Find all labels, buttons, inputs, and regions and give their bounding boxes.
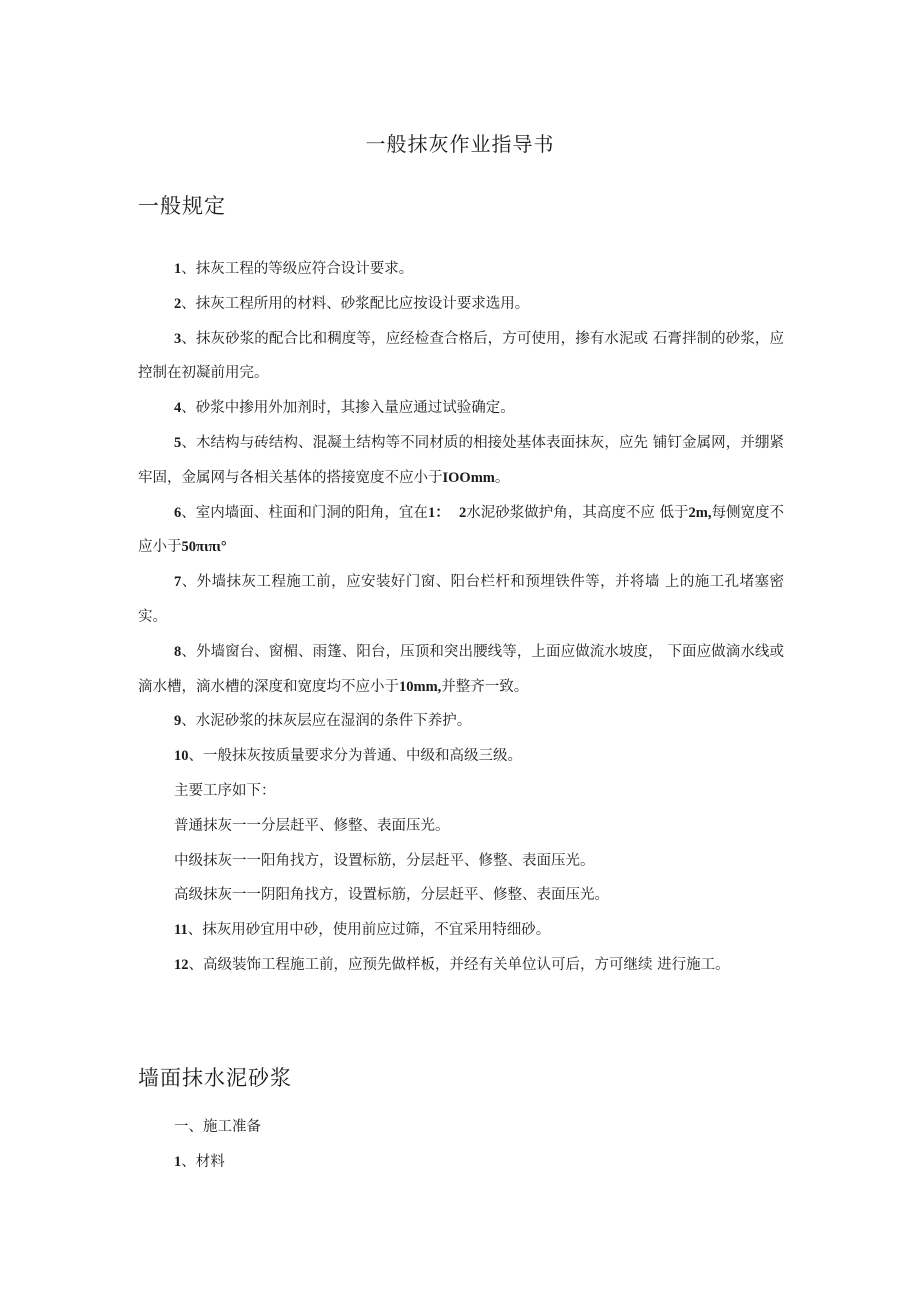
section-heading-general-rules: 一般规定	[138, 194, 226, 218]
sub-heading-preparation: 一、施工准备	[174, 1119, 261, 1135]
rule-item-10: 10、一般抹灰按质量要求分为普通、中级和高级三级。	[174, 748, 522, 765]
rule-item-9: 9、水泥砂浆的抹灰层应在湿润的条件下养护。	[174, 713, 472, 730]
general-rules-body	[138, 252, 784, 983]
wall-plastering-body	[138, 1110, 784, 1180]
item-materials: 1、材料	[174, 1153, 225, 1170]
process-ordinary: 普通抹灰一一分层赶平、修整、表面压光。	[174, 817, 450, 834]
rule-item-4: 4、砂浆中掺用外加剂时，其掺入量应通过试验确定。	[174, 400, 515, 417]
rule-item-11: 11、抹灰用砂宜用中砂，使用前应过筛，不宜采用特细砂。	[174, 922, 551, 939]
rule-item-1: 1、抹灰工程的等级应符合设计要求。	[174, 261, 414, 277]
rule-item-12: 12、高级装饰工程施工前，应预先做样板，并经有关单位认可后，方可继续 进行施工。	[174, 956, 730, 973]
rule-item-5: 5、木结构与砖结构、混凝土结构等不同材质的相接处基体表面抹灰，应先 铺钉金属网，并绷紧牢固，金属网与各相关基体的搭接宽度不应小于IOOmm。	[138, 434, 785, 486]
rule-item-3: 3、抹灰砂浆的配合比和稠度等，应经检查合格后，方可使用，掺有水泥或 石膏拌制的砂浆，应控制在初凝前用完。	[138, 330, 785, 382]
section-heading-wall-cement-plastering: 墙面抹水泥砂浆	[138, 1066, 292, 1090]
process-intro: 主要工序如下：	[174, 782, 276, 799]
rule-item-7: 7、外墙抹灰工程施工前，应安装好门窗、阳台栏杆和预埋铁件等，并将墙 上的施工孔堵塞密实。	[138, 574, 785, 625]
rule-item-8: 8、外墙窗台、窗楣、雨篷、阳台，压顶和突出腰线等，上面应做流水坡度， 下面应做滴水线或滴水槽，滴水槽的深度和宽度均不应小于10mm,并整齐一致。	[138, 643, 785, 695]
rule-item-2: 2、抹灰工程所用的材料、砂浆配比应按设计要求选用。	[174, 295, 530, 312]
process-advanced: 高级抹灰一一阴阳角找方，设置标筋，分层赶平、修整、表面压光。	[174, 887, 609, 904]
document-title: 一般抹灰作业指导书	[365, 132, 555, 156]
process-intermediate: 中级抹灰一一阳角找方，设置标筋，分层赶平、修整、表面压光。	[174, 852, 595, 869]
rule-item-6: 6、室内墙面、柱面和门洞的阳角，宜在1： 2水泥砂浆做护角，其高度不应 低于2m,每侧宽度不应小于50πιπι°	[138, 504, 785, 556]
